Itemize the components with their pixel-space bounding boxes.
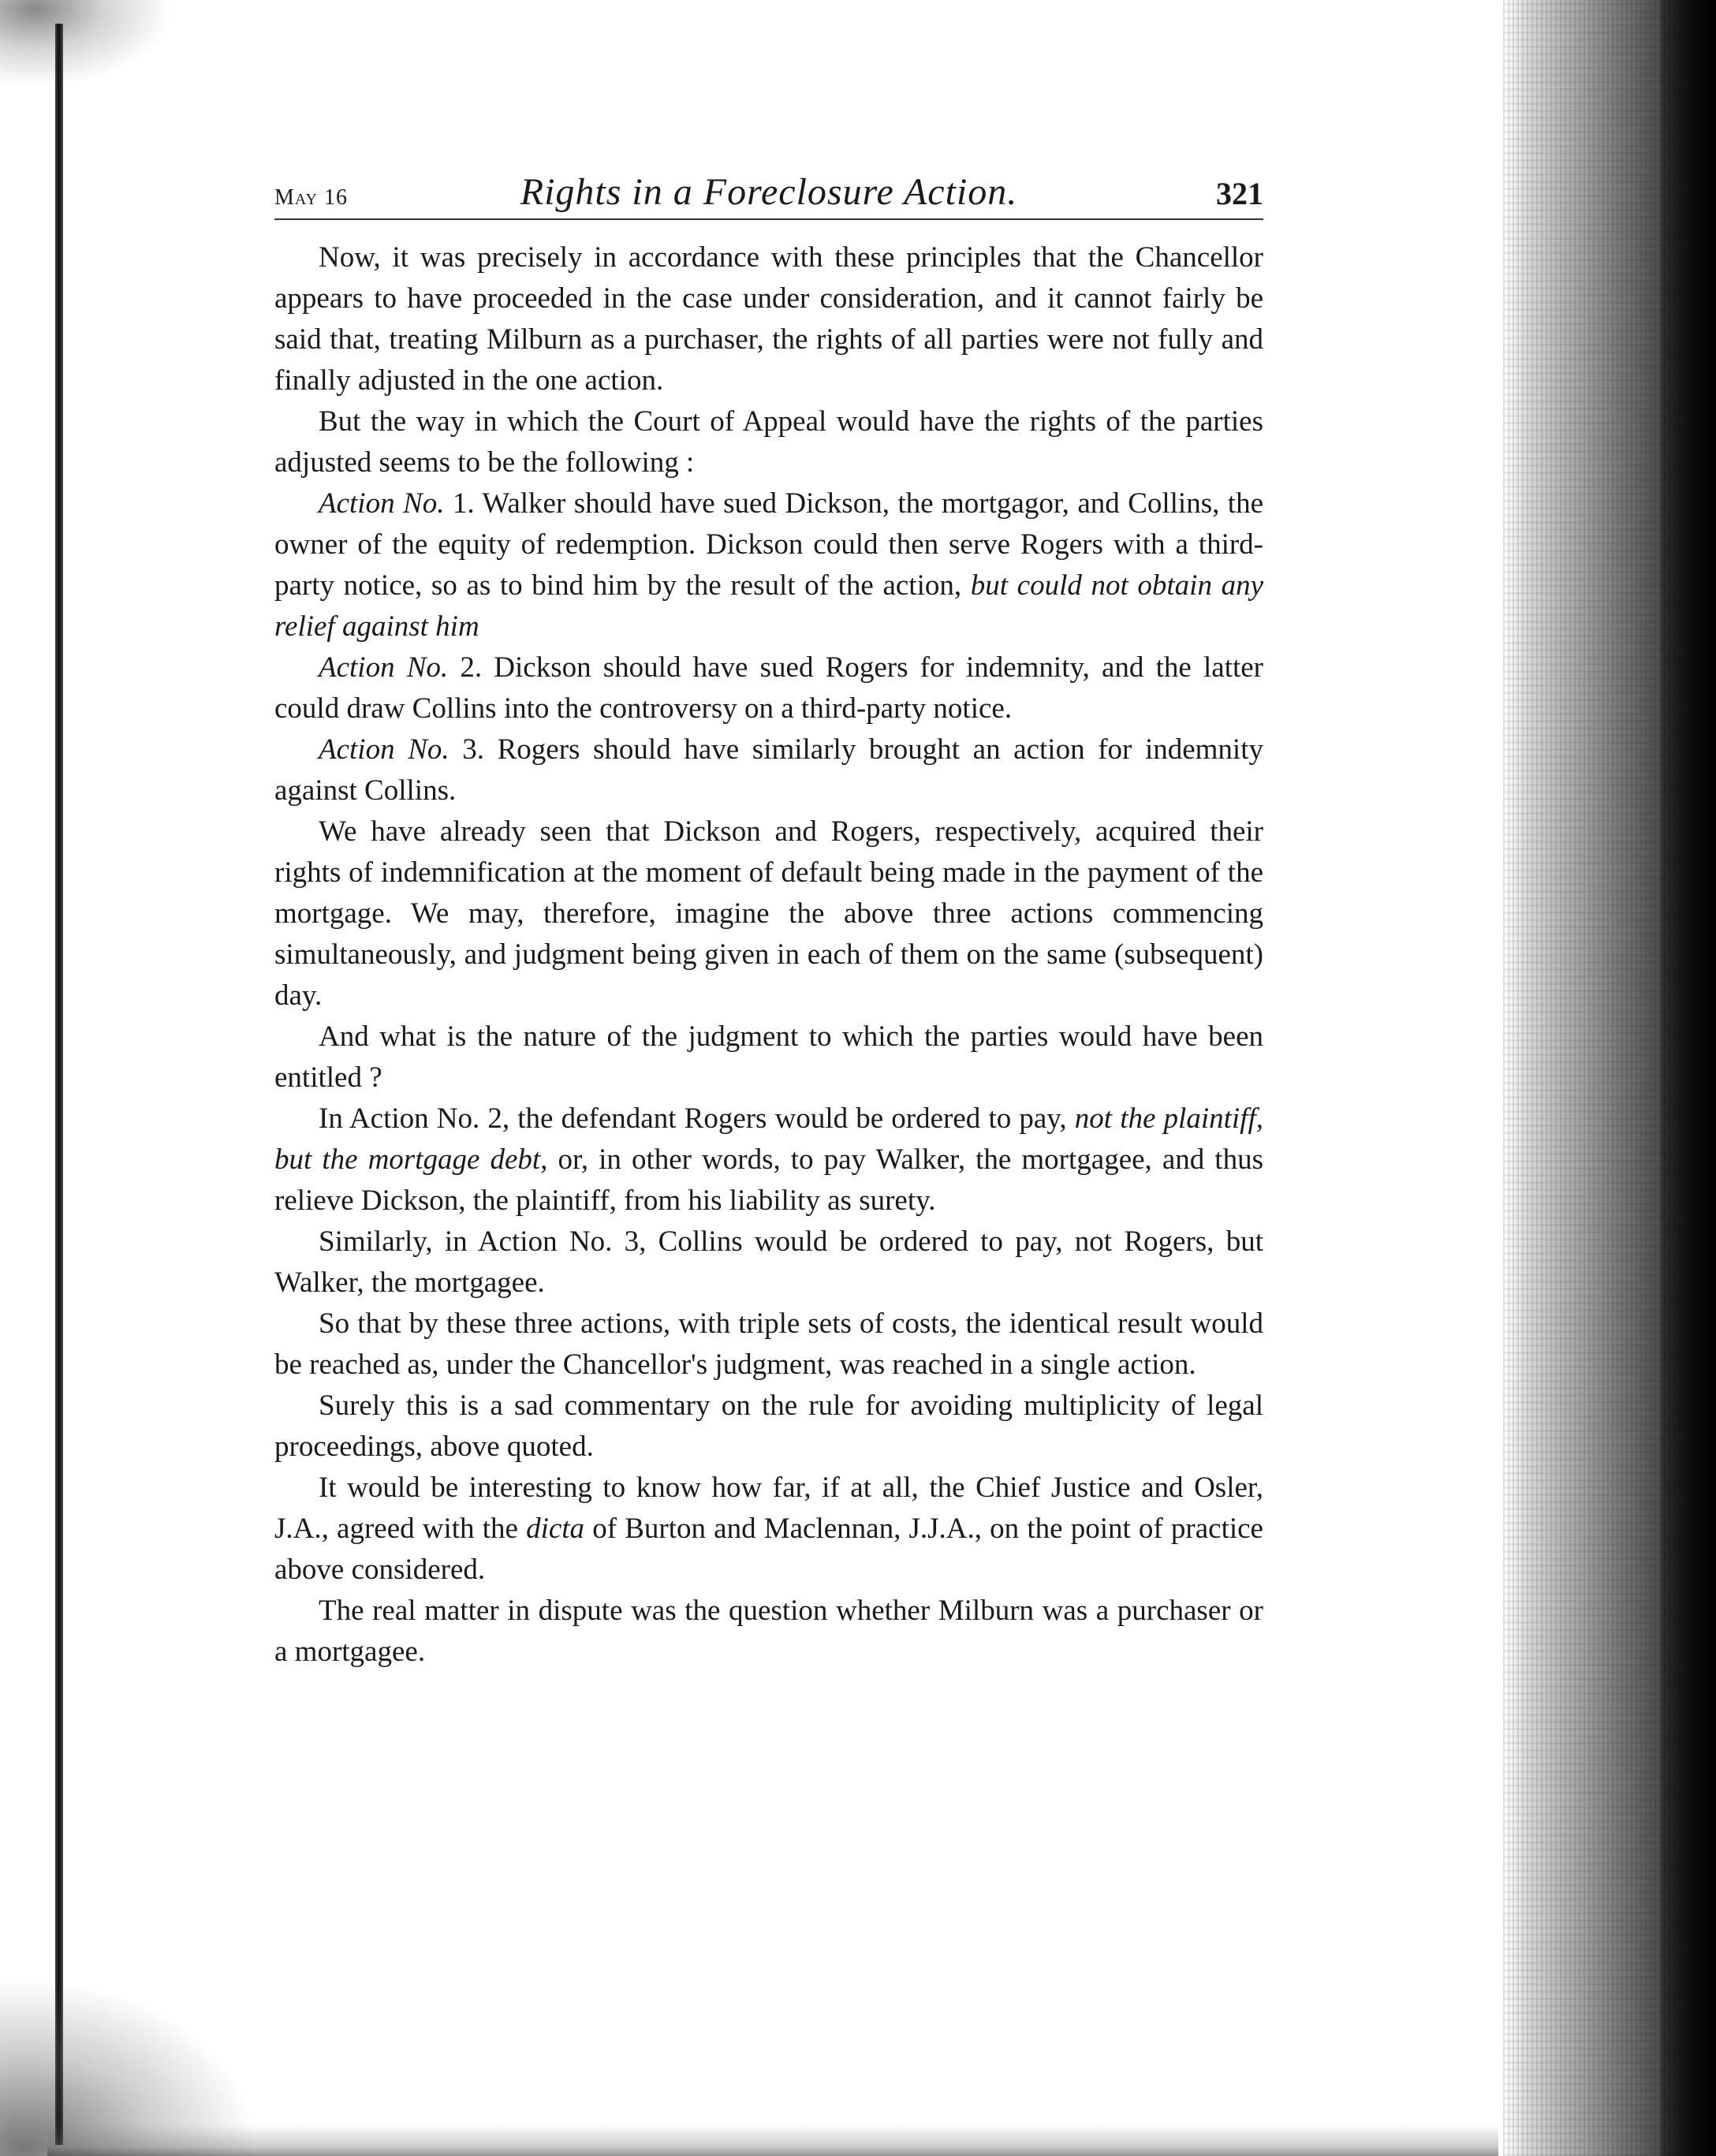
text-run: 1. Walker should have sued Dickson, the mortgagor, and Collins, the owner of the equity of redemption. Dickson could then serve Rogers with a third-party notice, so as to bind him by the result of the action, bbox=[274, 487, 1263, 602]
italic-text: but could not obtain any relief against him bbox=[274, 569, 1263, 643]
italic-text: dicta bbox=[526, 1513, 585, 1545]
running-title: Rights in a Foreclosure Action. bbox=[520, 171, 1018, 213]
paragraph bbox=[274, 1099, 1263, 1222]
paragraph bbox=[274, 729, 1263, 811]
text-run: Similarly, in Action No. 3, Collins would be ordered to pay, not Rogers, but Walker, the mortgagee. bbox=[274, 1225, 1263, 1299]
text-run: In Action No. 2, the defendant Rogers would be ordered to pay, bbox=[319, 1102, 1075, 1135]
paragraph bbox=[274, 1304, 1263, 1386]
scan-shadow-top-left bbox=[0, 0, 173, 87]
text-run: So that by these three actions, with triple sets of costs, the identical result would be reached as, under the Chancellor's judgment, was reached in a single action. bbox=[274, 1307, 1263, 1381]
text-run: 2. Dickson should have sued Rogers for indemnity, and the latter could draw Collins into the controversy on a third-party notice. bbox=[274, 651, 1263, 725]
paragraph bbox=[274, 1016, 1263, 1099]
page-left-edge bbox=[55, 24, 63, 2145]
book-page bbox=[274, 162, 1263, 1673]
paragraph bbox=[274, 1468, 1263, 1591]
text-run: But the way in which the Court of Appeal would have the rights of the parties adjusted seems to be the following : bbox=[274, 405, 1263, 479]
paragraph bbox=[274, 1222, 1263, 1304]
text-run: of Burton and Maclennan, J.J.A., on the point of practice above considered. bbox=[274, 1513, 1263, 1586]
italic-text: Action No. bbox=[319, 651, 449, 684]
text-run: We have already seen that Dickson and Rogers, respectively, acquired their rights of indemnification at the moment of default being made in the payment of the mortgage. We may, therefore, imagine the above three actions commencing simultaneously, and judgment being given in each of them on the same (subsequent) day. bbox=[274, 815, 1263, 1012]
text-run: The real matter in dispute was the question whether Milburn was a purchaser or a mortgagee. bbox=[274, 1595, 1263, 1668]
italic-text: not the plaintiff, but the mortgage debt, bbox=[274, 1102, 1263, 1176]
paragraph bbox=[274, 1386, 1263, 1468]
text-run: Now, it was precisely in accordance with these principles that the Chancellor appears to have proceeded in the case under consideration, and it cannot fairly be said that, treating Milburn as a purchaser, the rights of all parties were not fully and finally adjusted in the one action. bbox=[274, 241, 1263, 397]
paragraph bbox=[274, 811, 1263, 1016]
text-run: or, in other words, to pay Walker, the mortgagee, and thus relieve Dickson, the plaintiff, from his liability as surety. bbox=[274, 1143, 1263, 1217]
paragraph bbox=[274, 237, 1263, 401]
running-head bbox=[274, 162, 1263, 220]
paragraph bbox=[274, 647, 1263, 729]
italic-text: Action No. bbox=[319, 733, 450, 766]
text-run: It would be interesting to know how far, if at all, the Chief Justice and Osler, J.A., agreed with the bbox=[274, 1472, 1263, 1545]
text-run: And what is the nature of the judgment to which the parties would have been entitled ? bbox=[274, 1020, 1263, 1094]
scan-bottom-edge bbox=[47, 2124, 1498, 2156]
paragraph bbox=[274, 1591, 1263, 1673]
issue-date: May 16 bbox=[274, 185, 348, 210]
text-run: Surely this is a sad commentary on the rule for avoiding multiplicity of legal proceedings, above quoted. bbox=[274, 1389, 1263, 1463]
page-number: 321 bbox=[1216, 176, 1263, 211]
body-text bbox=[274, 237, 1263, 1673]
paragraph bbox=[274, 483, 1263, 647]
italic-text: Action No. bbox=[319, 487, 445, 520]
text-run: 3. Rogers should have similarly brought an action for indemnity against Collins. bbox=[274, 733, 1263, 807]
binding-shadow bbox=[1661, 0, 1716, 2156]
paragraph bbox=[274, 401, 1263, 483]
